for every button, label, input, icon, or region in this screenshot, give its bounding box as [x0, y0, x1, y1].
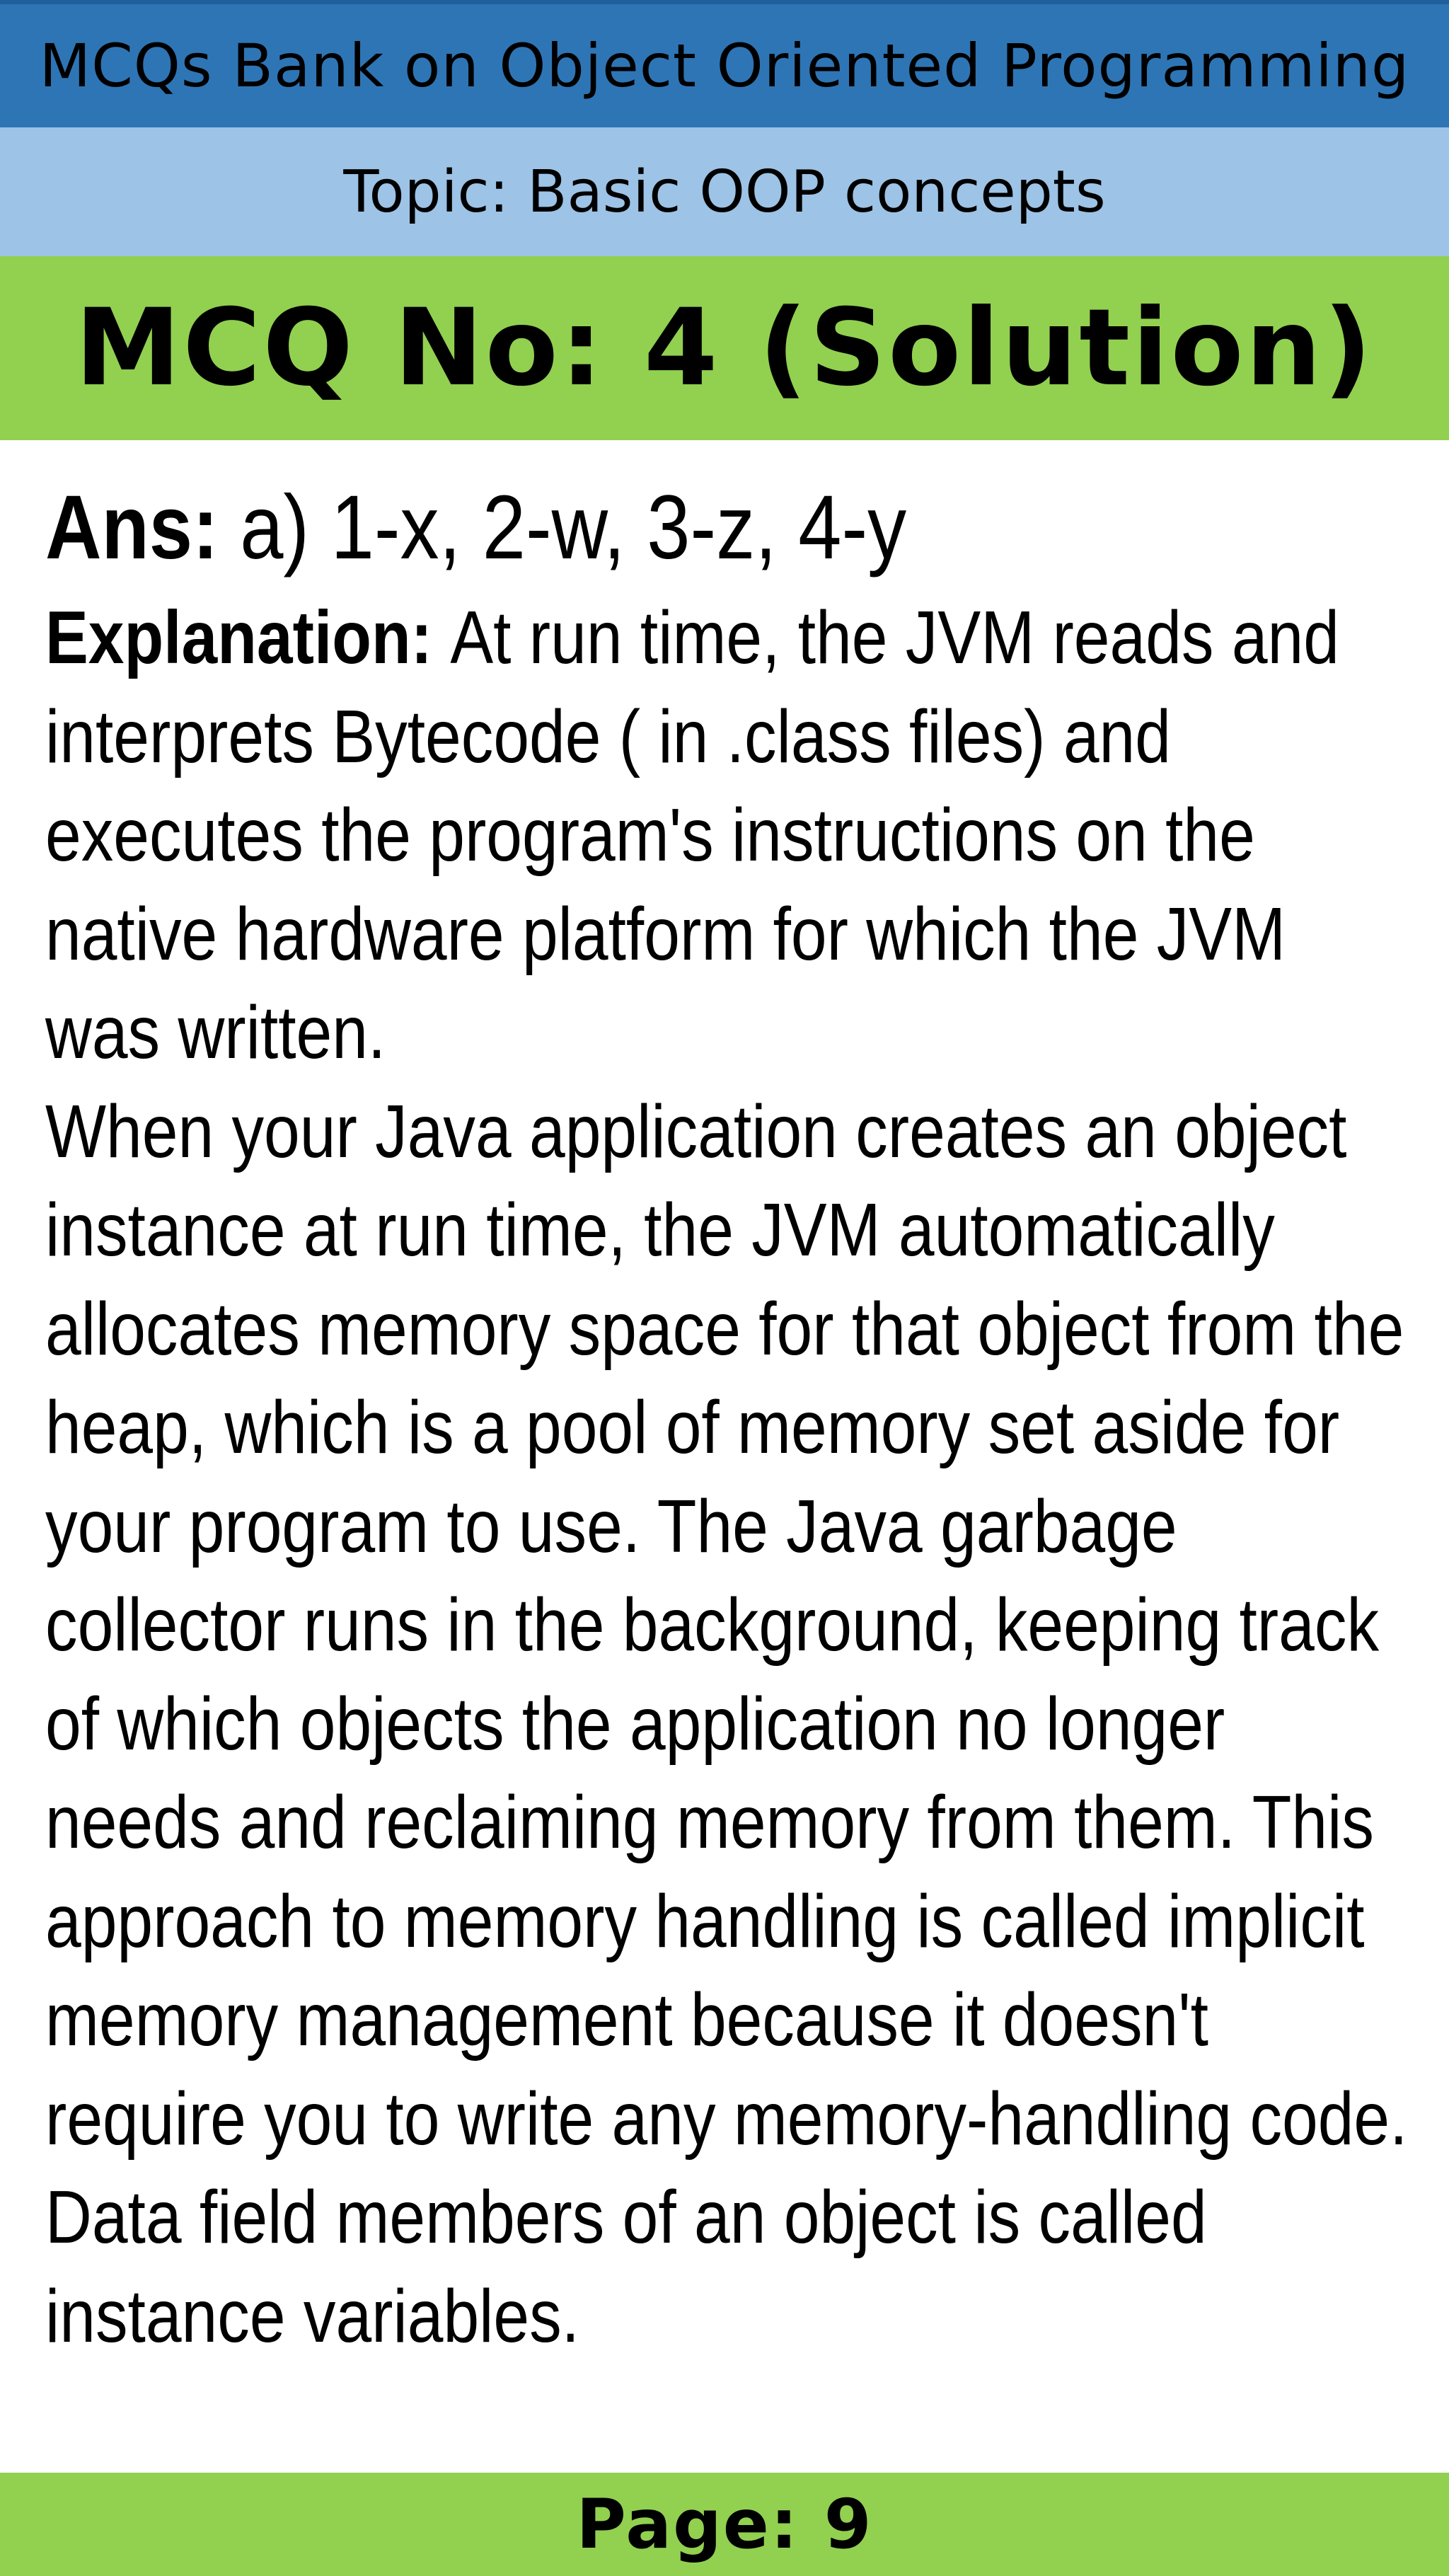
topic-banner	[0, 127, 1449, 256]
bank-title-banner	[0, 4, 1449, 127]
page-footer-banner	[0, 2473, 1449, 2576]
page-number: Page: 9	[576, 2485, 873, 2564]
explanation-paragraph-2: When your Java application creates an object instance at run time, the JVM automatically allocates memory space for that object from the heap, which is a pool of memory set aside for your program to use. The Java garbage collector runs in the background, keeping track of which objects the application no longer needs and reclaiming memory from them. This approach to memory handling is called implicit memory management because it doesn't require you to write any memory-handling code. Data field members of an object is called instance variables.	[45, 1089, 1408, 2358]
topic-label: Topic: Basic OOP concepts	[343, 158, 1106, 226]
answer-line	[45, 467, 1220, 589]
explanation-label: Explanation:	[45, 596, 451, 679]
answer-text: a) 1-x, 2-w, 3-z, 4-y	[240, 477, 907, 578]
explanation-paragraph-1	[45, 589, 1408, 1083]
mcq-heading-banner	[0, 256, 1449, 440]
mcq-heading: MCQ No: 4 (Solution)	[75, 287, 1374, 410]
explanation-block	[45, 589, 1408, 2366]
solution-content	[45, 467, 1411, 2366]
bank-title: MCQs Bank on Object Oriented Programming	[39, 31, 1410, 100]
answer-label: Ans:	[45, 477, 241, 578]
explanation-text-1: At run time, the JVM reads and interprets Bytecode ( in .class files) and executes the program's instructions on the native hardware platform for which the JVM was written.	[45, 596, 1339, 1074]
